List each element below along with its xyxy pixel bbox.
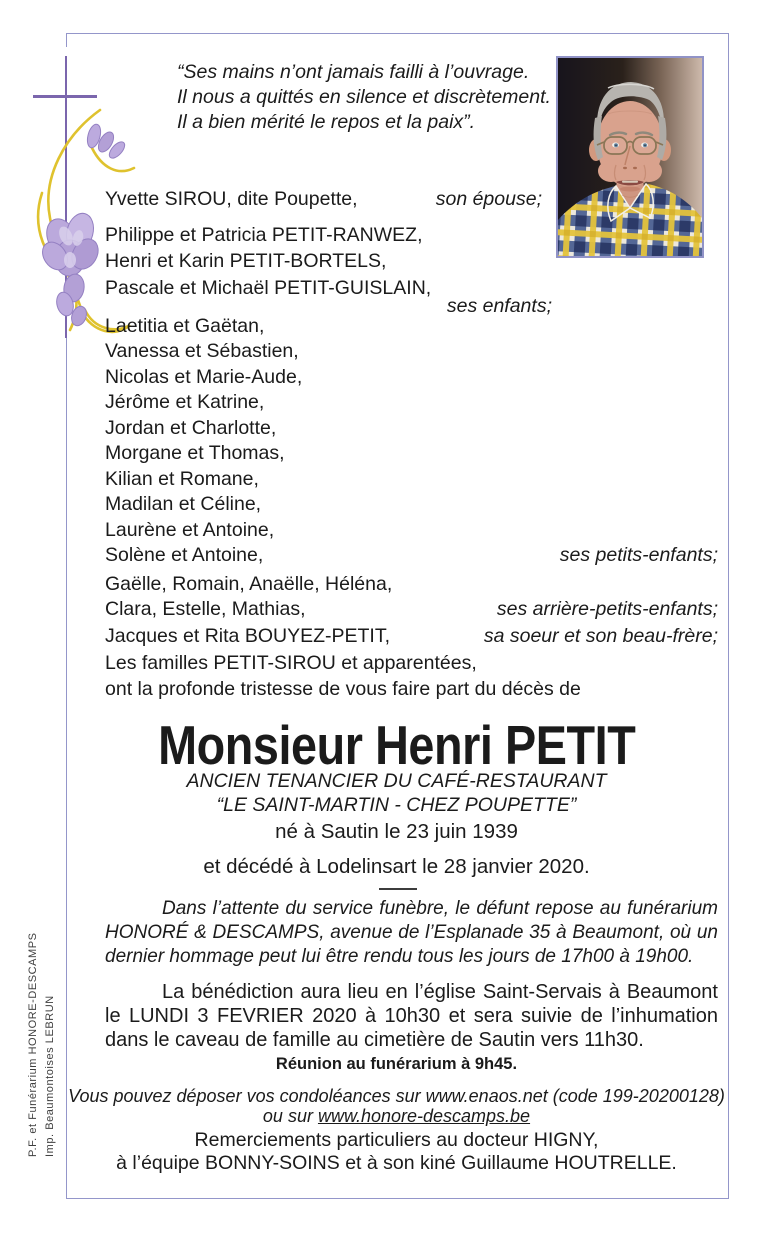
subtitle-occupation: ANCIEN TENANCIER DU CAFÉ-RESTAURANT: [186, 770, 607, 792]
relatives-grandchildren: [105, 314, 718, 569]
relative-name: Laetitia et Gaëtan,: [105, 315, 265, 337]
relationship-label: ses petits-enfants;: [559, 544, 718, 567]
relative-name: Morgane et Thomas,: [105, 442, 285, 465]
relationship-label: ses arrière-petits-enfants;: [496, 598, 718, 620]
portrait-photo: [556, 56, 704, 258]
deceased-name: Monsieur Henri PETIT: [157, 714, 636, 776]
relatives-great-grandchildren: [105, 572, 718, 622]
relative-name: Solène et Antoine,: [105, 544, 264, 567]
thanks-line: à l’équipe BONNY-SOINS et à son kiné Guillaume HOUTRELLE.: [116, 1152, 677, 1174]
printer-credit: Imp. Beaumontoises LEBRUN: [44, 995, 56, 1157]
printer-credit: P.F. et Funérarium HONORE-DESCAMPS: [27, 932, 39, 1157]
announcement-line: ont la profonde tristesse de vous faire part du décès de: [105, 678, 581, 700]
relatives-children: [105, 222, 431, 301]
relative-name: Madilan et Céline,: [105, 493, 262, 516]
ceremony-paragraph: La bénédiction aura lieu en l’église Saint-Servais à Beaumont le LUNDI 3 FEVRIER 2020 à 10h30 et sera suivie de l’inhumation dans le caveau de famille au cimetière de Sautin vers 11h30.: [105, 981, 718, 1051]
relative-name: Jérôme et Katrine,: [105, 391, 265, 414]
relationship-label: sa soeur et son beau-frère;: [483, 625, 718, 647]
funeral-home-paragraph: Dans l’attente du service funèbre, le défunt repose au funérarium HONORÉ & DESCAMPS, avenue de l’Esplanade 35 à Beaumont, où un dernier hommage peut lui être rendu tous les jours de 17h00 à 19h00.: [105, 898, 718, 967]
relative-name: Vanessa et Sébastien,: [105, 340, 299, 363]
subtitle-establishment: “LE SAINT-MARTIN - CHEZ POUPETTE”: [216, 794, 577, 816]
quote-line: “Ses mains n’ont jamais failli à l’ouvrage.: [177, 61, 530, 83]
death-line: et décédé à Lodelinsart le 28 janvier 2020.: [203, 855, 590, 878]
thanks-line: Remerciements particuliers au docteur HIGNY,: [194, 1129, 599, 1151]
divider-rule: [379, 888, 417, 890]
relative-name: Nicolas et Marie-Aude,: [105, 365, 303, 388]
relative-name: Clara, Estelle, Mathias,: [105, 598, 306, 620]
relative-name: Jordan et Charlotte,: [105, 416, 277, 439]
quote-line: Il a bien mérité le repos et la paix”.: [177, 111, 476, 133]
relative-name: Gaëlle, Romain, Anaëlle, Héléna,: [105, 573, 393, 595]
relative-row: [105, 597, 718, 622]
relative-name: Pascale et Michaël PETIT-GUISLAIN,: [105, 276, 432, 299]
epitaph-quote: [177, 60, 551, 135]
relationship-label: son épouse;: [435, 188, 542, 210]
condolences-block: [66, 1086, 727, 1126]
thanks-block: [66, 1129, 727, 1175]
relative-name: Henri et Karin PETIT-BORTELS,: [105, 250, 387, 273]
relative-name: Yvette SIROU, dite Poupette,: [105, 188, 358, 210]
relative-name: Kilian et Romane,: [105, 467, 259, 490]
relative-row-sister: [105, 625, 718, 648]
condolences-line: Vous pouvez déposer vos condoléances sur www.enaos.net (code 199-20200128): [68, 1086, 725, 1106]
birth-line: né à Sautin le 23 juin 1939: [275, 820, 518, 843]
condolences-line: ou sur www.honore-descamps.be: [262, 1106, 531, 1126]
relative-name: Laurène et Antoine,: [105, 518, 275, 541]
relative-row: [105, 543, 718, 568]
families-line: Les familles PETIT-SIROU et apparentées,: [105, 652, 477, 674]
relative-name: Philippe et Patricia PETIT-RANWEZ,: [105, 224, 423, 246]
relative-row-spouse: [105, 188, 542, 211]
quote-line: Il nous a quittés en silence et discrètement.: [177, 86, 551, 108]
relationship-label: ses enfants;: [446, 295, 552, 317]
funeral-home-url: www.honore-descamps.be: [317, 1106, 531, 1126]
meeting-line: Réunion au funérarium à 9h45.: [275, 1055, 518, 1073]
relative-name: Jacques et Rita BOUYEZ-PETIT,: [105, 625, 391, 647]
